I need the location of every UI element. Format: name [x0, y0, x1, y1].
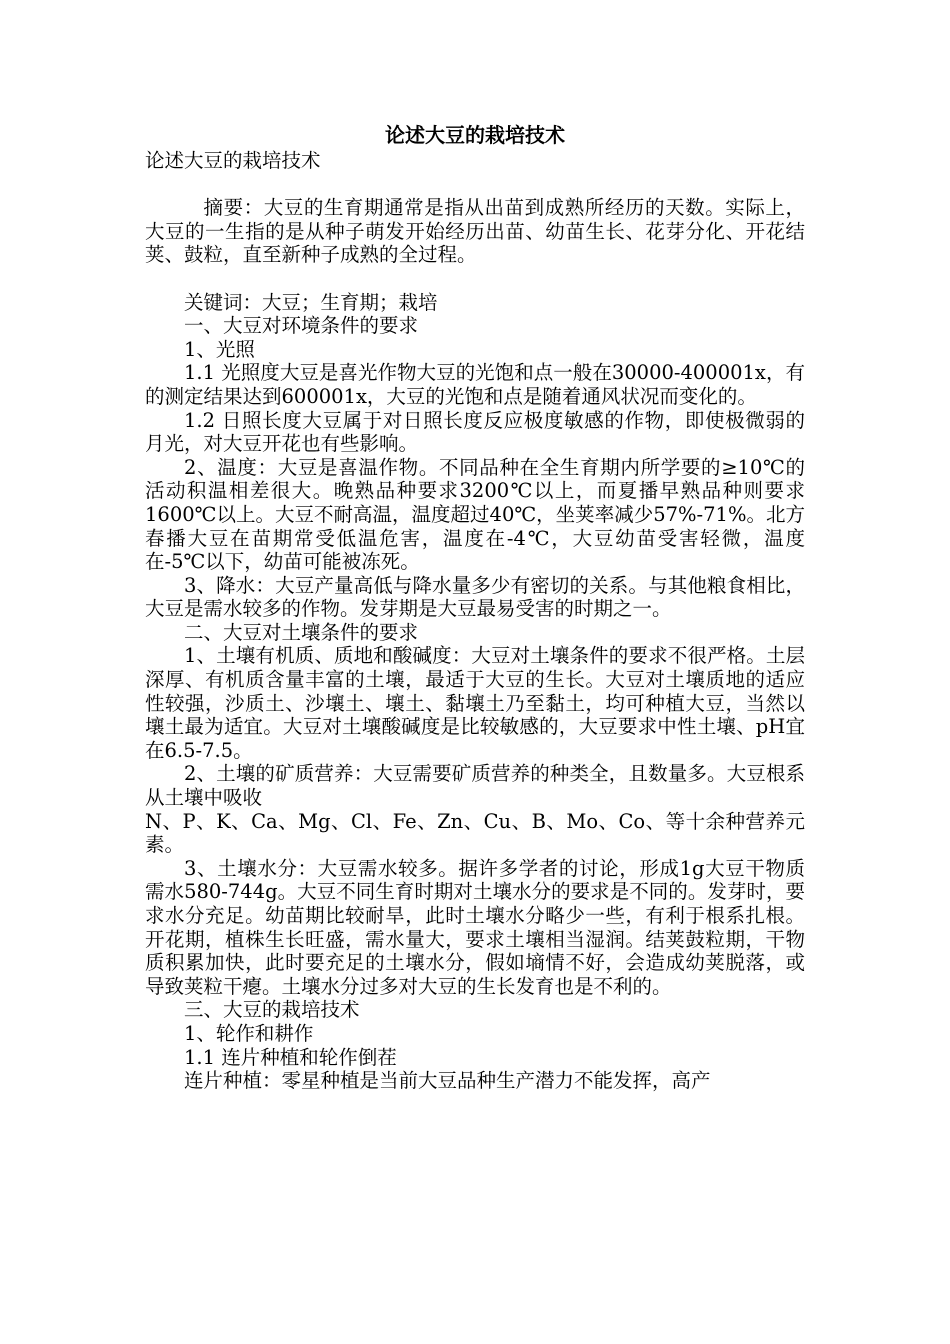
- paragraph: N、P、K、Ca、Mg、Cl、Fe、Zn、Cu、B、Mo、Co、等十余种营养元素。: [145, 809, 805, 857]
- subsection-heading: 1.1 连片种植和轮作倒茬: [184, 1045, 397, 1069]
- section-heading: 三、大豆的栽培技术: [184, 998, 360, 1022]
- keywords-line: 关键词：大豆；生育期；栽培: [184, 290, 438, 314]
- document-body: [145, 149, 805, 1093]
- paragraph: 1、土壤有机质、质地和酸碱度：大豆对土壤条件的要求不很严格。土层深厚、有机质含量丰富的土壤，最适于大豆的生长。大豆对土壤质地的适应性较强，沙质土、沙壤土、壤土、黏壤土乃至黏土，均可种植大豆，当然以壤土最为适宜。大豆对土壤酸碱度是比较敏感的，大豆要求中性土壤、pH宜在6.5-7.5。: [145, 644, 805, 762]
- paragraph: 1.2 日照长度大豆属于对日照长度反应极度敏感的作物，即使极微弱的月光，对大豆开花也有些影响。: [145, 408, 805, 456]
- paragraph: 3、降水：大豆产量高低与降水量多少有密切的关系。与其他粮食相比，大豆是需水较多的作物。发芽期是大豆最易受害的时期之一。: [145, 573, 805, 621]
- document-title: 论述大豆的栽培技术: [385, 123, 565, 147]
- paragraph: 2、土壤的矿质营养：大豆需要矿质营养的种类全，且数量多。大豆根系从土壤中吸收: [145, 762, 805, 810]
- paragraph: 3、土壤水分：大豆需水较多。据许多学者的讨论，形成1g大豆干物质需水580-744g。大豆不同生育时期对土壤水分的要求是不同的。发芽时，要求水分充足。幼苗期比较耐旱，此时土壤水分略少一些，有利于根系扎根。开花期，植株生长旺盛，需水量大，要求土壤相当湿润。结荚鼓粒期，干物质积累加快，此时要充足的土壤水分，假如墒情不好，会造成幼荚脱落，或导致荚粒干瘪。土壤水分过多对大豆的生长发育也是不利的。: [145, 856, 805, 998]
- spacer: [145, 267, 805, 291]
- paragraph: 连片种植：零星种植是当前大豆品种生产潜力不能发挥，高产: [184, 1069, 711, 1093]
- section-heading: 二、大豆对土壤条件的要求: [184, 620, 419, 644]
- paragraph: 2、温度：大豆是喜温作物。不同品种在全生育期内所学要的≥10℃的活动积温相差很大。晚熟品种要求3200℃以上，而夏播早熟品种则要求1600℃以上。大豆不耐高温，温度超过40℃，坐荚率减少57%-71%。北方春播大豆在苗期常受低温危害，温度在-4℃，大豆幼苗受害轻微，温度在-5℃以下，幼苗可能被冻死。: [145, 455, 805, 574]
- paragraph: 1.1 光照度大豆是喜光作物大豆的光饱和点一般在30000-400001x，有的测定结果达到600001x，大豆的光饱和点是随着通风状况而变化的。: [145, 361, 805, 408]
- document-subtitle: 论述大豆的栽培技术: [145, 149, 321, 172]
- subsection-heading: 1、轮作和耕作: [184, 1021, 314, 1045]
- spacer: [145, 173, 805, 197]
- section-heading: 一、大豆对环境条件的要求: [184, 314, 419, 338]
- abstract-paragraph: 摘要：大豆的生育期通常是指从出苗到成熟所经历的天数。实际上，大豆的一生指的是从种子萌发开始经历出苗、幼苗生长、花芽分化、开花结荚、鼓粒，直至新种子成熟的全过程。: [145, 196, 805, 267]
- subsection-heading: 1、光照: [184, 337, 255, 361]
